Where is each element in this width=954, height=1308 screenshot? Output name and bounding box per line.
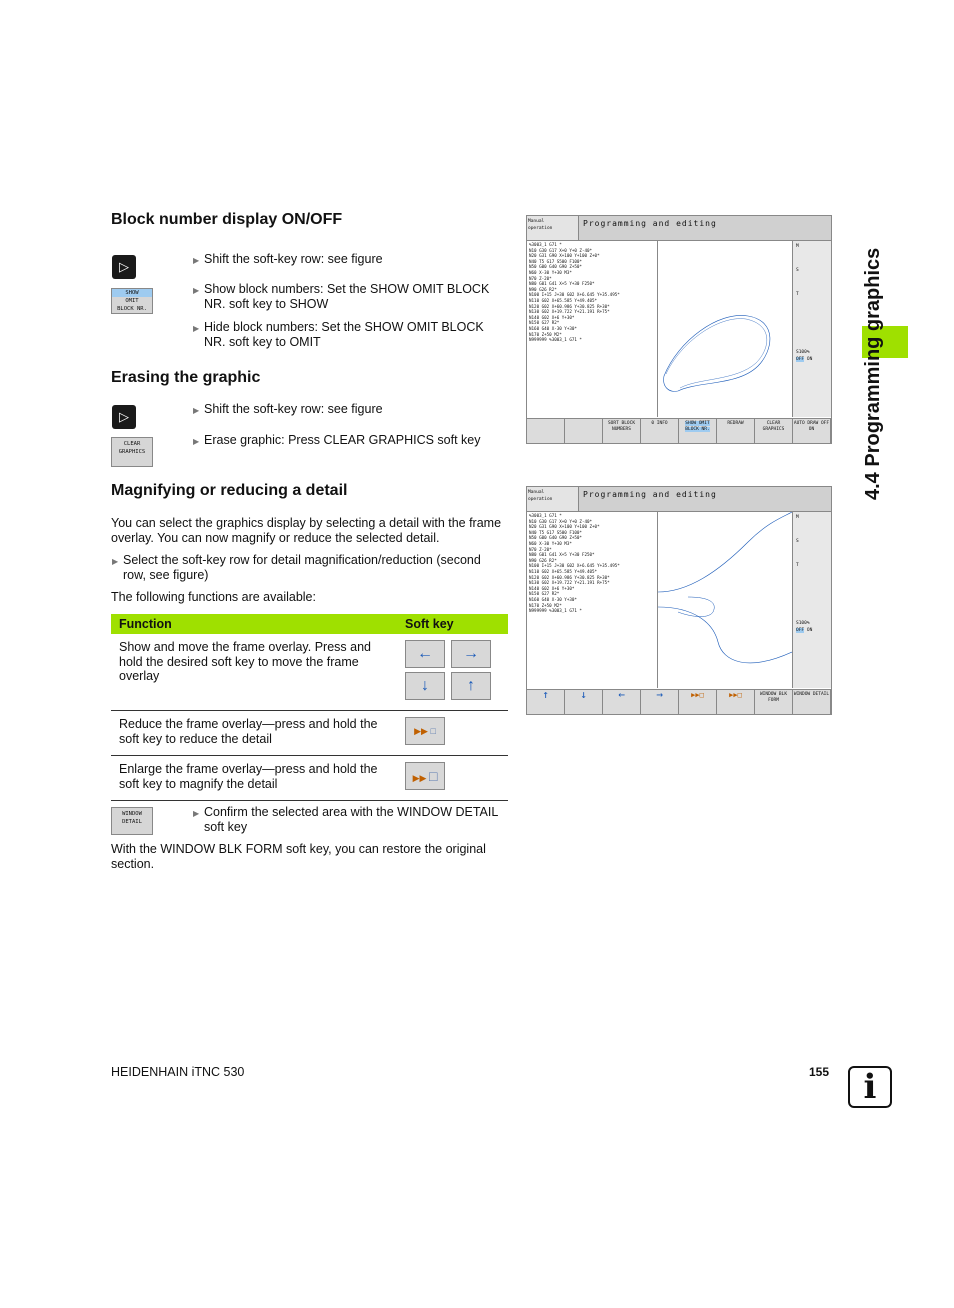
magnify-available: The following functions are available: <box>111 590 316 604</box>
screenshot-2 <box>526 486 832 715</box>
arrow-down-icon: ↓ <box>405 672 445 700</box>
next-row-icon: ▷ <box>112 255 136 279</box>
screenshot-1 <box>526 215 832 444</box>
step-hide-block: ▶ Hide block numbers: Set the SHOW OMIT BLOCK NR. soft key to OMIT <box>204 320 504 349</box>
softkey-clear-graphics: CLEAR GRAPHICS <box>111 437 153 467</box>
confirm-step: ▶ Confirm the selected area with the WINDOW DETAIL soft key <box>204 805 506 834</box>
softkey-window-detail: WINDOW DETAIL <box>111 807 153 835</box>
arrow-right-icon: → <box>641 690 679 714</box>
section-tab-title: 4.4 Programming graphics <box>862 247 884 500</box>
arrow-left-icon: ← <box>405 640 445 668</box>
screen-title: Programming and editing <box>583 490 717 499</box>
heading-block-number: Block number display ON/OFF <box>111 211 343 228</box>
arrow-down-icon: ↓ <box>565 690 603 714</box>
arrow-up-icon: ↑ <box>527 690 565 714</box>
table-row: Reduce the frame overlay—press and hold the soft key to reduce the detail ▶▶ □ <box>111 711 508 756</box>
reduce-frame-icon: ▶▶ □ <box>405 717 445 745</box>
page-number: 155 <box>809 1065 830 1079</box>
magnify-step: ▶ Select the soft-key row for detail magnification/reduction (second row, see figure) <box>123 553 507 582</box>
arrow-left-icon: ← <box>603 690 641 714</box>
softkey-row-2: ↑ ↓ ← → ▶▶□ ▶▶□ WINDOW BLK FORM WINDOW DETAIL <box>527 689 831 714</box>
arrow-up-icon: ↑ <box>451 672 491 700</box>
col-softkey: Soft key <box>397 614 508 634</box>
contour-graphic <box>658 241 792 417</box>
program-listing: %3003_1 G71 * N10 G30 G17 X+0 Y+0 Z-40* N20 G31 G90 X+100 Y+100 Z+0* N40 T5 G17 S500 F100* N50 G00 G40 G90 Z+50* N60 X-30 Y+30 M3* N70 Z-20* N80 G01 G41 X+5 Y+30 F250* N90 G26 R2* N100 I+15 J+30 G02 X+6.645 Y+35.495* N110 G02 X+65.585 Y+49.405* N120 G02 X+60.986 Y+30.825 R+30* N130 G02 X+19.722 Y+21.191 R+75* N140 G02 X+6 Y+30* N150 G27 R2* N160 G40 X-30 Y+30* N170 Z+50 M2* N999999 %3003_1 G71 * <box>529 513 620 614</box>
graphics-window <box>657 241 792 417</box>
mode-label: Manual operation <box>527 216 579 240</box>
info-icon: i <box>848 1066 892 1108</box>
arrow-right-icon: → <box>451 640 491 668</box>
zoomed-contour-graphic <box>658 512 792 688</box>
step-shift-row-1: ▶ Shift the soft-key row: see figure <box>204 252 504 267</box>
enlarge-frame-icon: ▶▶□ <box>717 690 755 714</box>
softkey-show-omit-block: SHOW OMIT BLOCK NR. <box>111 288 153 314</box>
reduce-frame-icon: ▶▶□ <box>679 690 717 714</box>
heading-erase: Erasing the graphic <box>111 369 261 386</box>
mode-label: Manual operation <box>527 487 579 511</box>
step-show-block: ▶ Show block numbers: Set the SHOW OMIT BLOCK NR. soft key to SHOW <box>204 282 504 311</box>
restore-text: With the WINDOW BLK FORM soft key, you can restore the original section. <box>111 842 486 871</box>
step-erase: ▶ Erase graphic: Press CLEAR GRAPHICS soft key <box>204 433 504 448</box>
enlarge-frame-icon: ▶▶ □ <box>405 762 445 790</box>
function-table <box>111 614 508 801</box>
program-listing: %3003_1 G71 * N10 G30 G17 X+0 Y+0 Z-40* N20 G31 G90 X+100 Y+100 Z+0* N40 T5 G17 S500 F100* N50 G00 G40 G90 Z+50* N60 X-30 Y+30 M3* N70 Z-20* N80 G01 G41 X+5 Y+30 F250* N90 G26 R2* N100 I+15 J+30 G02 X+6.645 Y+35.495* N110 G02 X+65.585 Y+49.405* N120 G02 X+60.986 Y+30.825 R+30* N130 G02 X+19.722 Y+21.191 R+75* N140 G02 X+6 Y+30* N150 G27 R2* N160 G40 X-30 Y+30* N170 Z+50 M2* N999999 %3003_1 G71 * <box>529 242 620 343</box>
step-shift-row-2: ▶ Shift the soft-key row: see figure <box>204 402 504 417</box>
col-function: Function <box>111 614 397 634</box>
side-softkeys: M S T S100% OFF ON <box>792 241 831 417</box>
table-row: Enlarge the frame overlay—press and hold the soft key to magnify the detail ▶▶ □ <box>111 756 508 801</box>
softkey-row-1: SORT BLOCK NUMBERS 0 INFO SHOW OMIT BLOCK NR. REDRAW CLEAR GRAPHICS AUTO DRAW OFF ON <box>527 418 831 443</box>
graphics-window <box>657 512 792 688</box>
magnify-intro: You can select the graphics display by selecting a detail with the frame overlay. You can now magnify or reduce the selected detail. <box>111 516 502 545</box>
footer-left: HEIDENHAIN iTNC 530 <box>111 1065 245 1079</box>
side-softkeys: M S T S100% OFF ON <box>792 512 831 688</box>
heading-magnify: Magnifying or reducing a detail <box>111 482 348 499</box>
table-row: Show and move the frame overlay. Press and hold the desired soft key to move the frame overlay ← → ↓ ↑ <box>111 634 508 711</box>
screen-title: Programming and editing <box>583 219 717 228</box>
next-row-icon: ▷ <box>112 405 136 429</box>
